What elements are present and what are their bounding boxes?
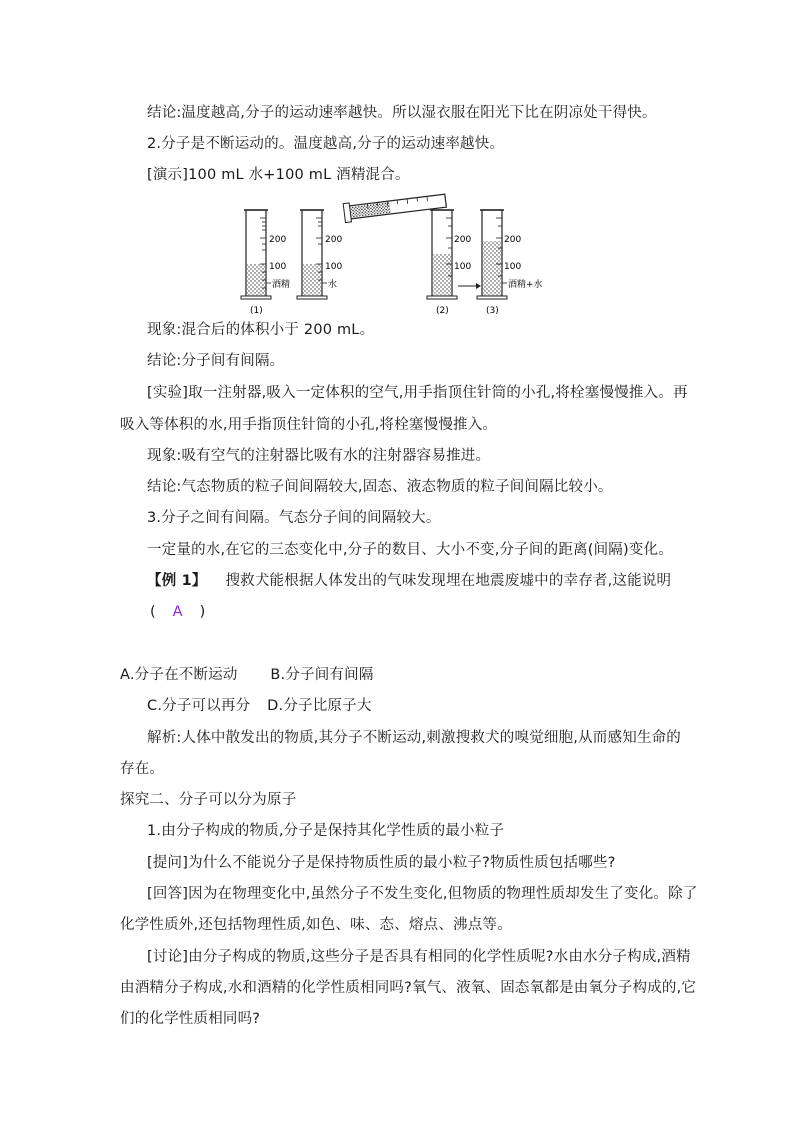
experiment-line-2: 吸入等体积的水,用手指顶住针筒的小孔,将栓塞慢慢推入。 [120,417,498,433]
discussion-line-2: 由酒精分子构成,水和酒精的化学性质相同吗?氧气、液氧、固态氧都是由氧分子构成的,它 [120,980,697,996]
demo-heading: [演示]100 mL 水+100 mL 酒精混合。 [147,167,410,183]
options-row-2 [147,696,372,716]
cyl1-tick-200: 200 [269,235,287,245]
answer-paren-open: ( [150,604,156,620]
label-mix: 酒精+水 [508,280,543,290]
answer-line-1: [回答]因为在物理变化中,虽然分子不发生变化,但物质的物理性质却发生了变化。除了 [147,886,698,902]
label-alcohol: 酒精 [272,280,291,290]
discussion-line-1: [讨论]由分子构成的物质,这些分子是否具有相同的化学性质呢?水由水分子构成,酒精 [147,949,691,965]
cyl2-tick-200: 200 [325,235,343,245]
section-2-heading: 探究二、分子可以分为原子 [120,792,297,808]
conclusion-gas: 结论:气态物质的粒子间间隔较大,固态、液态物质的粒子间间隔比较小。 [147,479,613,495]
option-b: B.分子间有间隔 [270,667,374,683]
example-1 [147,571,671,591]
point-2: 2.分子是不断运动的。温度越高,分子的运动速率越快。 [147,136,505,152]
pouring-cylinder [343,192,447,223]
cyl4-tick-200: 200 [504,235,522,245]
cyl1-tick-100: 100 [269,262,287,272]
conclusion-spacing: 结论:分子间有间隔。 [147,353,285,369]
example-answer: A [172,604,183,620]
cylinder-mixing-figure [238,192,568,317]
caption-1: (1) [250,306,263,316]
experiment-line-1: [实验]取一注射器,吸入一定体积的空气,用手指顶住针筒的小孔,将栓塞慢慢推入。再 [147,385,688,401]
option-d: D.分子比原子大 [267,698,372,714]
analysis-line-2: 存在。 [120,761,165,777]
phenomenon-syringe: 现象:吸有空气的注射器比吸有水的注射器容易推进。 [147,448,491,464]
arrow-icon [458,283,481,289]
label-water: 水 [328,280,338,290]
cyl4-tick-100: 100 [504,262,522,272]
analysis-line-1: 解析:人体中散发出的物质,其分子不断运动,刺激搜救犬的嗅觉细胞,从而感知生命的 [147,730,682,746]
cylinder-3 [477,210,543,316]
question-line: [提问]为什么不能说分子是保持物质性质的最小粒子?物质性质包括哪些? [147,855,616,871]
option-c: C.分子可以再分 [147,698,251,714]
option-a: A.分子在不断运动 [120,667,238,683]
example-question: 搜救犬能根据人体发出的气味发现埋在地震废墟中的幸存者,这能说明 [225,573,672,589]
cyl3-tick-100: 100 [454,262,472,272]
cylinder-1 [241,210,290,316]
cylinder-2 [427,210,471,316]
cyl2-tick-100: 100 [325,262,343,272]
answer-line-2: 化学性质外,还包括物理性质,如色、味、态、熔点、沸点等。 [120,917,512,933]
answer-paren-close: ) [199,604,206,620]
conclusion-temperature: 结论:温度越高,分子的运动速率越快。所以湿衣服在阳光下比在阴凉处干得快。 [147,105,657,121]
example-answer-line [150,602,205,622]
phenomenon-volume: 现象:混合后的体积小于 200 mL。 [147,322,375,338]
discussion-line-3: 们的化学性质相同吗? [120,1011,261,1027]
cyl3-tick-200: 200 [454,235,472,245]
point-3: 3.分子之间有间隔。气态分子间的间隔较大。 [147,510,441,526]
caption-3: (3) [486,306,499,316]
point-1-section-2: 1.由分子构成的物质,分子是保持其化学性质的最小粒子 [147,823,505,839]
cylinder-water [297,210,342,299]
caption-2: (2) [436,306,449,316]
example-label: 【例 1】 [147,573,207,589]
water-three-states: 一定量的水,在它的三态变化中,分子的数目、大小不变,分子间的距离(间隔)变化。 [147,542,673,558]
options-row-1 [120,665,374,685]
